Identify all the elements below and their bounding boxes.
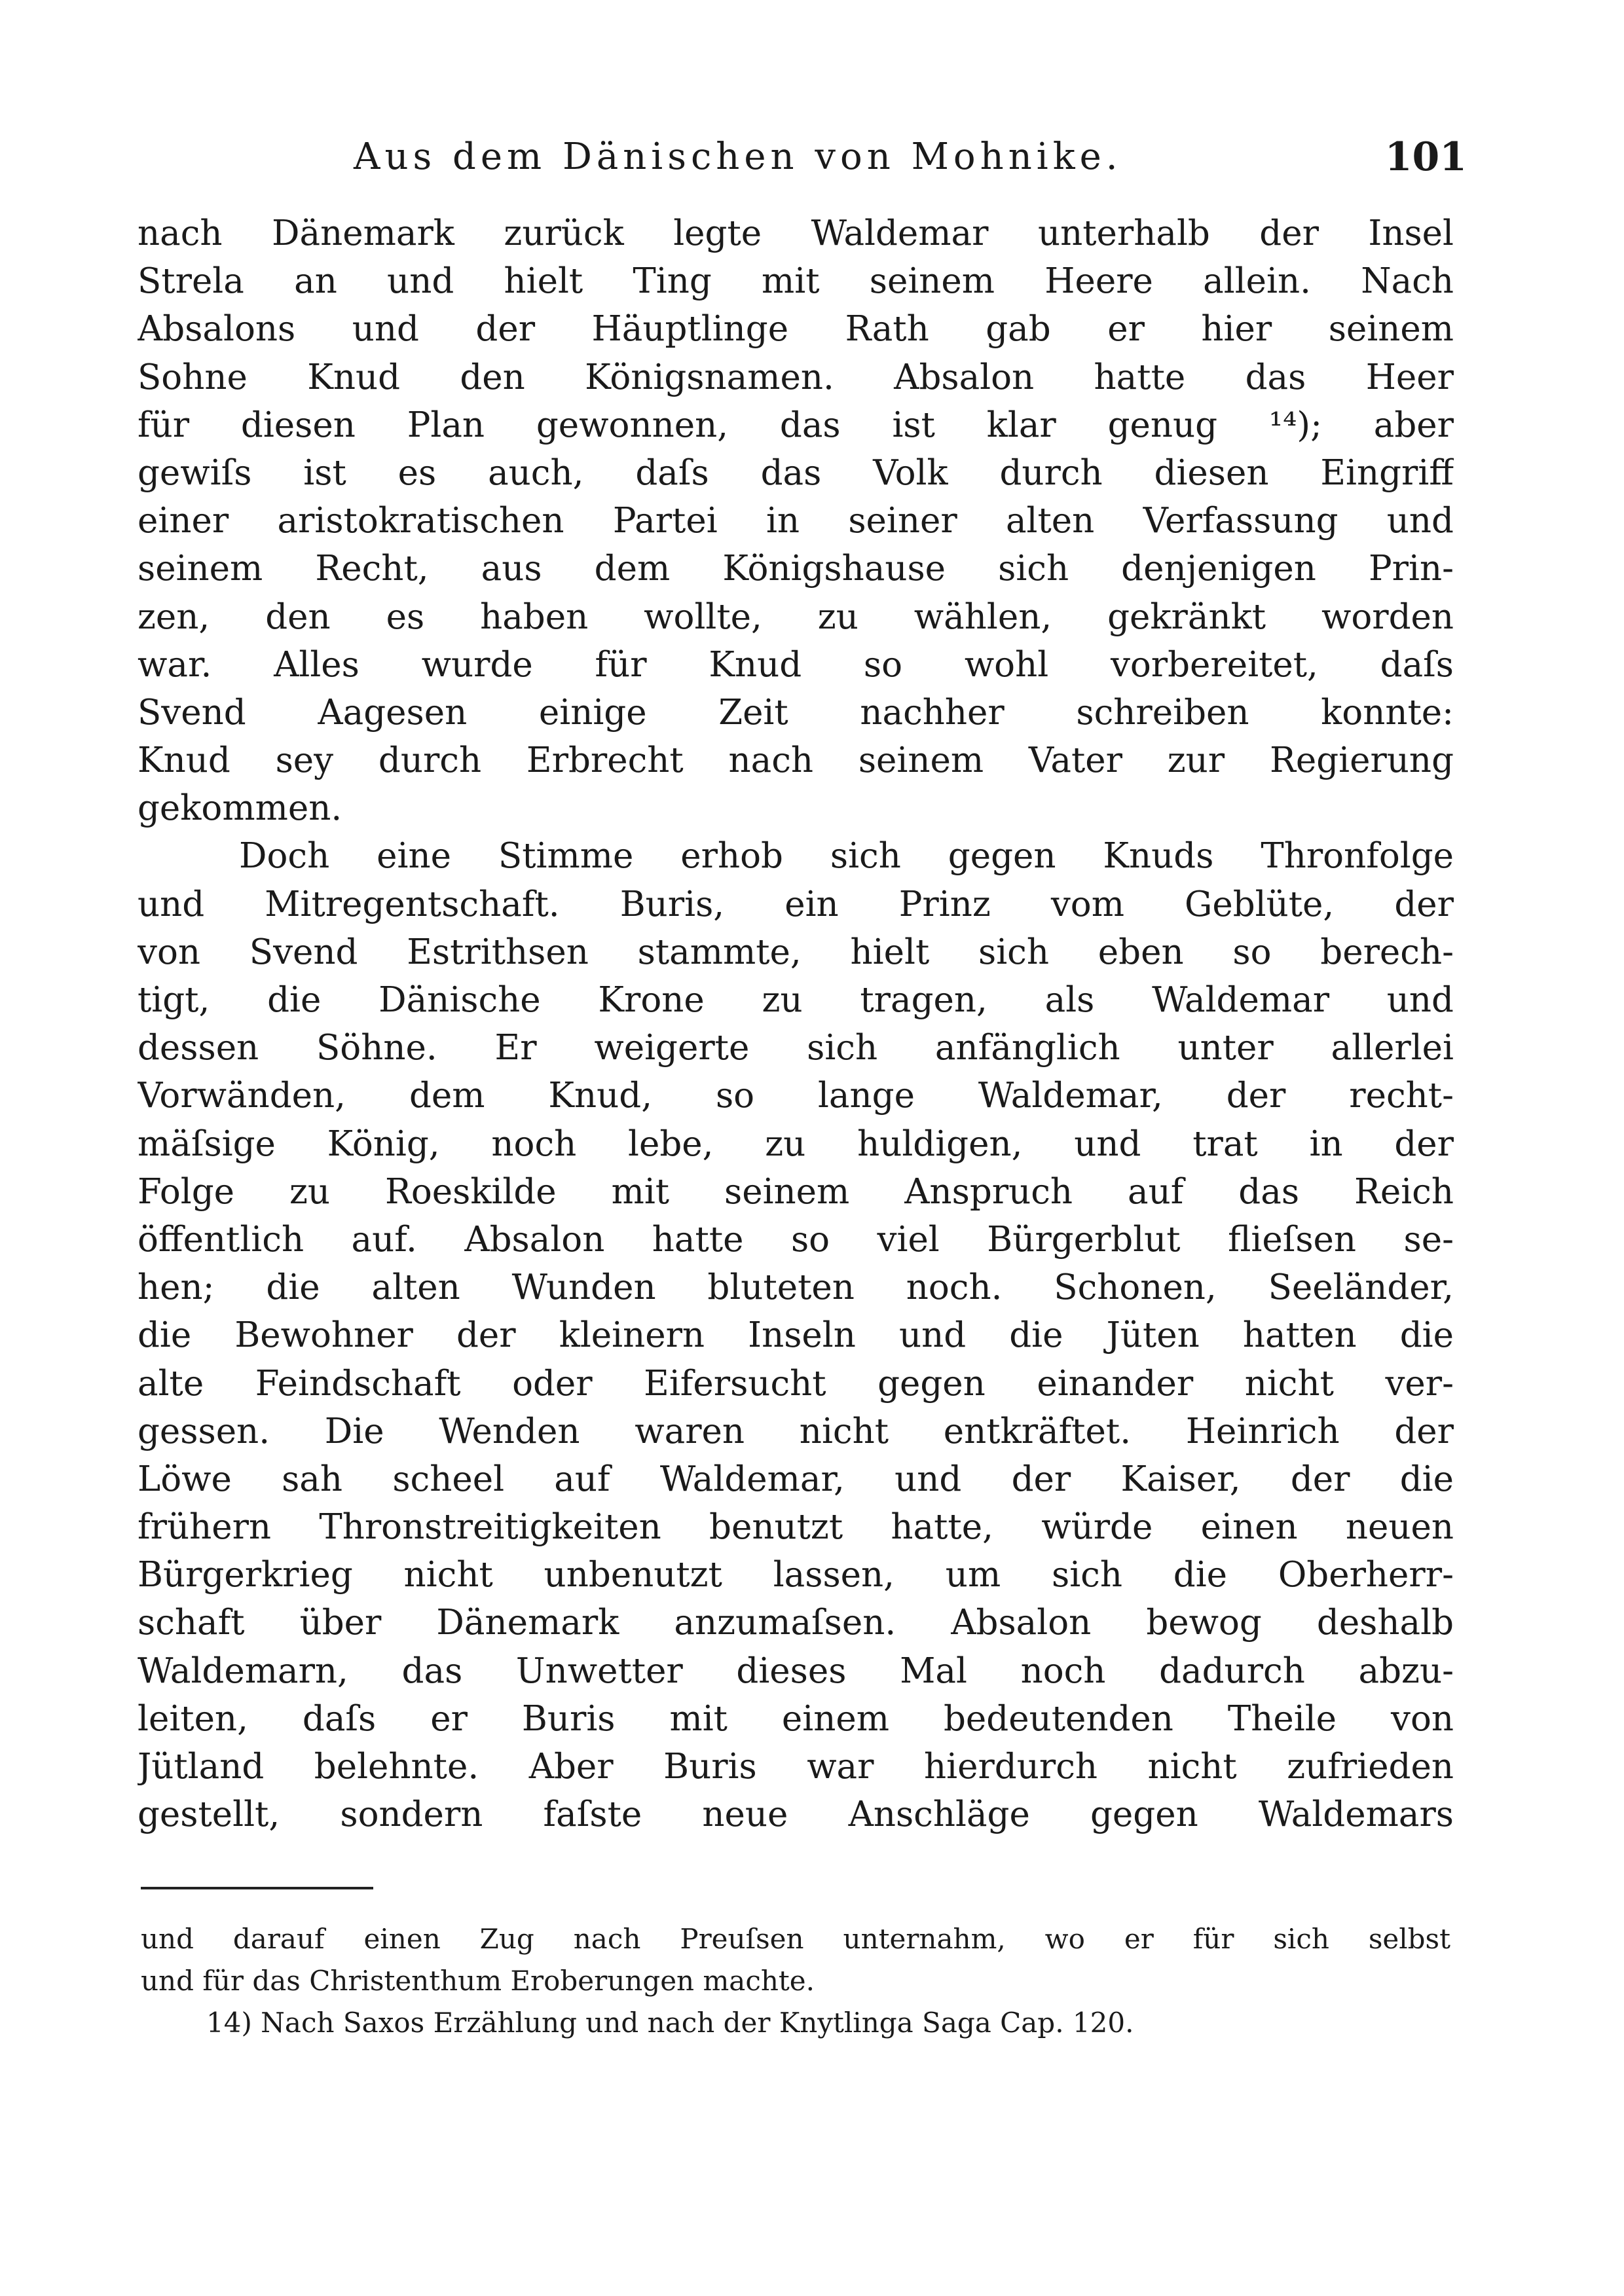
text-line: mäſsige König, noch lebe, zu huldigen, und trat in der <box>138 1123 1454 1164</box>
text-line: und Mitregentschaft. Buris, ein Prinz vom Geblüte, der <box>138 884 1454 924</box>
text-line: Sohne Knud den Königsnamen. Absalon hatte das Heer <box>138 357 1454 397</box>
page-number: 101 <box>1384 134 1467 180</box>
text-line: für diesen Plan gewonnen, das ist klar genug ¹⁴); aber <box>138 405 1454 445</box>
text-line: gekommen. <box>138 788 342 829</box>
text-line: von Svend Estrithsen stammte, hielt sich eben so berech- <box>138 932 1454 972</box>
text-line: zen, den es haben wollte, zu wählen, gekränkt worden <box>138 596 1454 637</box>
body-text <box>138 210 1454 1838</box>
page-header <box>354 131 1467 183</box>
text-line: leiten, daſs er Buris mit einem bedeutenden Theile von <box>138 1698 1454 1739</box>
text-line: schaft über Dänemark anzumaſsen. Absalon bewog deshalb <box>138 1603 1454 1643</box>
footnote-line: und für das Christenthum Eroberungen machte. <box>141 1965 815 1997</box>
text-line: hen; die alten Wunden bluteten noch. Schonen, Seeländer, <box>138 1267 1454 1308</box>
text-line: dessen Söhne. Er weigerte sich anfänglich unter allerlei <box>138 1028 1454 1068</box>
text-line: Strela an und hielt Ting mit seinem Heere allein. Nach <box>138 261 1454 302</box>
text-line: frühern Thronstreitigkeiten benutzt hatte, würde einen neuen <box>138 1507 1454 1548</box>
text-line: seinem Recht, aus dem Königshause sich denjenigen Prin- <box>138 549 1454 589</box>
text-line: Jütland belehnte. Aber Buris war hierdurch nicht zufrieden <box>138 1747 1454 1787</box>
text-line: alte Feindschaft oder Eifersucht gegen einander nicht ver- <box>138 1363 1454 1404</box>
text-line: tigt, die Dänische Krone zu tragen, als Waldemar und <box>138 980 1454 1020</box>
text-line: einer aristokratischen Partei in seiner alten Verfassung und <box>138 501 1454 541</box>
running-head: Aus dem Dänischen von Mohnike. <box>354 136 1122 178</box>
text-line: Knud sey durch Erbrecht nach seinem Vater zur Regierung <box>138 740 1454 781</box>
footnote-line: und darauf einen Zug nach Preuſsen unternahm, wo er für sich selbst <box>141 1923 1450 1955</box>
text-line: Vorwänden, dem Knud, so lange Waldemar, der recht- <box>138 1076 1454 1116</box>
footnote-14: 14) Nach Saxos Erzählung und nach der Knytlinga Saga Cap. 120. <box>206 2007 1134 2039</box>
text-line: nach Dänemark zurück legte Waldemar unterhalb der Insel <box>138 213 1454 253</box>
text-line: gewiſs ist es auch, daſs das Volk durch diesen Eingriff <box>138 452 1454 493</box>
text-line: Absalons und der Häuptlinge Rath gab er hier seinem <box>138 309 1454 350</box>
text-line: Waldemarn, das Unwetter dieses Mal noch dadurch abzu- <box>138 1650 1454 1691</box>
text-line: die Bewohner der kleinern Inseln und die Jüten hatten die <box>138 1315 1454 1356</box>
paragraph-start-line: Doch eine Stimme erhob sich gegen Knuds Thronfolge <box>239 836 1454 877</box>
text-line: gessen. Die Wenden waren nicht entkräftet. Heinrich der <box>138 1411 1454 1451</box>
text-line: war. Alles wurde für Knud so wohl vorbereitet, daſs <box>138 644 1454 685</box>
footnote-divider <box>141 1887 373 1889</box>
text-line: gestellt, sondern faſste neue Anschläge gegen Waldemars <box>138 1795 1454 1835</box>
text-line: Löwe sah scheel auf Waldemar, und der Kaiser, der die <box>138 1459 1454 1499</box>
text-line: Svend Aagesen einige Zeit nachher schreiben konnte: <box>138 692 1454 733</box>
text-line: Bürgerkrieg nicht unbenutzt lassen, um sich die Oberherr- <box>138 1555 1454 1595</box>
footnotes <box>141 1918 1450 2044</box>
text-line: Folge zu Roeskilde mit seinem Anspruch auf das Reich <box>138 1171 1454 1212</box>
text-line: öffentlich auf. Absalon hatte so viel Bürgerblut flieſsen se- <box>138 1219 1454 1260</box>
